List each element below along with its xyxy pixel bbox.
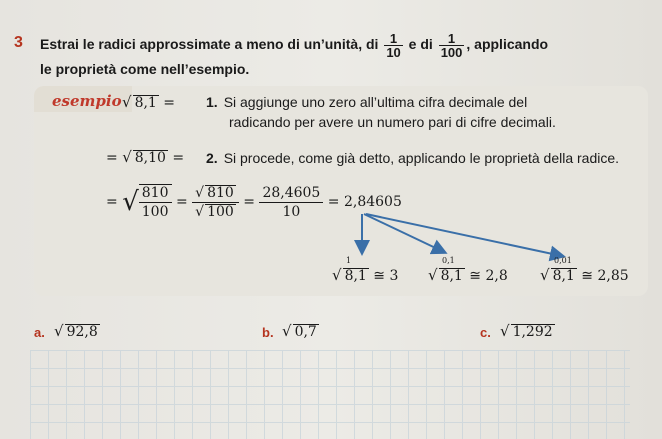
frac-sqrt810-sqrt100: $\frac{√ 810}{√ 100}$: [192, 185, 239, 220]
fraction-one-hundredth: [439, 32, 465, 59]
frac-810-100: [139, 184, 172, 220]
step1-number: 1.: [206, 94, 218, 110]
step-1-cont: radicando per avere un numero pari di cifre decimali.: [229, 114, 556, 130]
instruction-line2: le proprietà come nell’esempio.: [40, 61, 250, 77]
eq-sign-6: =: [243, 194, 255, 210]
exercise-c-radicand: 1,292: [512, 324, 553, 340]
example-fraction-chain: = √ $\frac{810}{100}$ = $\frac{√ 810}{√ 100}$ = $\frac{28,4605}{10}$ = 2,84605: [106, 184, 402, 220]
eq-sign-1: =: [163, 95, 176, 111]
exercise-instruction: [40, 32, 640, 79]
f2-den: 100: [207, 203, 234, 220]
result-hundredths-value: ≅ 2,85: [581, 268, 629, 284]
result-hundredths-root: 8,1: [552, 268, 575, 284]
step2-text: Si procede, come già detto, applicando le proprietà della radice.: [223, 150, 620, 166]
exercise-c-root: √ 1,292: [500, 322, 553, 340]
f2-num: 810: [207, 184, 234, 201]
instruction-part2: , applicando: [466, 36, 549, 53]
result-tenths: 0,1 √ 8,1 ≅ 2,8: [428, 256, 508, 284]
example-root-line2: = √ 8,10 =: [106, 148, 185, 166]
exercise-b-label: b.: [262, 325, 274, 340]
f1-num: 810: [139, 185, 172, 203]
step2-number: 2.: [206, 150, 218, 166]
example-label: esempio: [52, 92, 122, 110]
root1-radicand: 8,1: [134, 95, 157, 111]
f3-num: 28,4605: [259, 185, 323, 203]
eq-sign-3: =: [172, 150, 185, 166]
exercise-c-label: c.: [480, 325, 491, 340]
f1-den: 100: [141, 204, 169, 220]
result-units-value: ≅ 3: [373, 268, 399, 284]
frac1-num: 1: [384, 32, 402, 46]
eq-sign-2: =: [106, 150, 118, 166]
example-root-line1: √ 8,1 =: [122, 93, 176, 111]
exercise-b-root: √ 0,7: [282, 322, 317, 340]
frac2-den: 100: [440, 45, 463, 60]
result-hundredths: 0,01 √ 8,1 ≅ 2,85: [540, 256, 629, 284]
exercise-a-label: a.: [34, 325, 45, 340]
result-units-root: 8,1: [344, 268, 367, 284]
result-hundredths-index: 0,01: [554, 256, 572, 265]
result-tenths-value: ≅ 2,8: [469, 268, 508, 284]
result-tenths-root: 8,1: [440, 268, 463, 284]
decimal-result: = 2,84605: [327, 194, 402, 210]
root2-radicand: 8,10: [134, 150, 166, 166]
fraction-one-tenth: [384, 32, 402, 59]
frac2-num: 1: [439, 32, 465, 46]
bleed-through-text: [120, 6, 123, 18]
result-units: 1 √ 8,1 ≅ 3: [332, 256, 399, 284]
instruction-and: e di: [408, 36, 433, 53]
result-tenths-index: 0,1: [442, 256, 455, 265]
exercise-a-root: √ 92,8: [54, 322, 98, 340]
exercise-number: 3: [14, 34, 23, 51]
eq-sign-4: =: [106, 194, 118, 210]
step1-text-a: Si aggiunge uno zero all’ultima cifra decimale del: [223, 94, 528, 110]
f3-den: 10: [282, 203, 301, 220]
step-2: [206, 148, 619, 168]
exercise-a-radicand: 92,8: [66, 324, 98, 340]
frac1-den: 10: [386, 45, 401, 60]
exercise-b-radicand: 0,7: [294, 324, 317, 340]
answer-grid: [30, 350, 630, 439]
result-units-index: 1: [346, 256, 352, 265]
eq-sign-5: =: [175, 194, 188, 210]
instruction-part1: Estrai le radici approssimate a meno di un’unità, di: [40, 36, 379, 53]
step-1: [206, 92, 527, 112]
frac-28-10: [259, 185, 323, 220]
